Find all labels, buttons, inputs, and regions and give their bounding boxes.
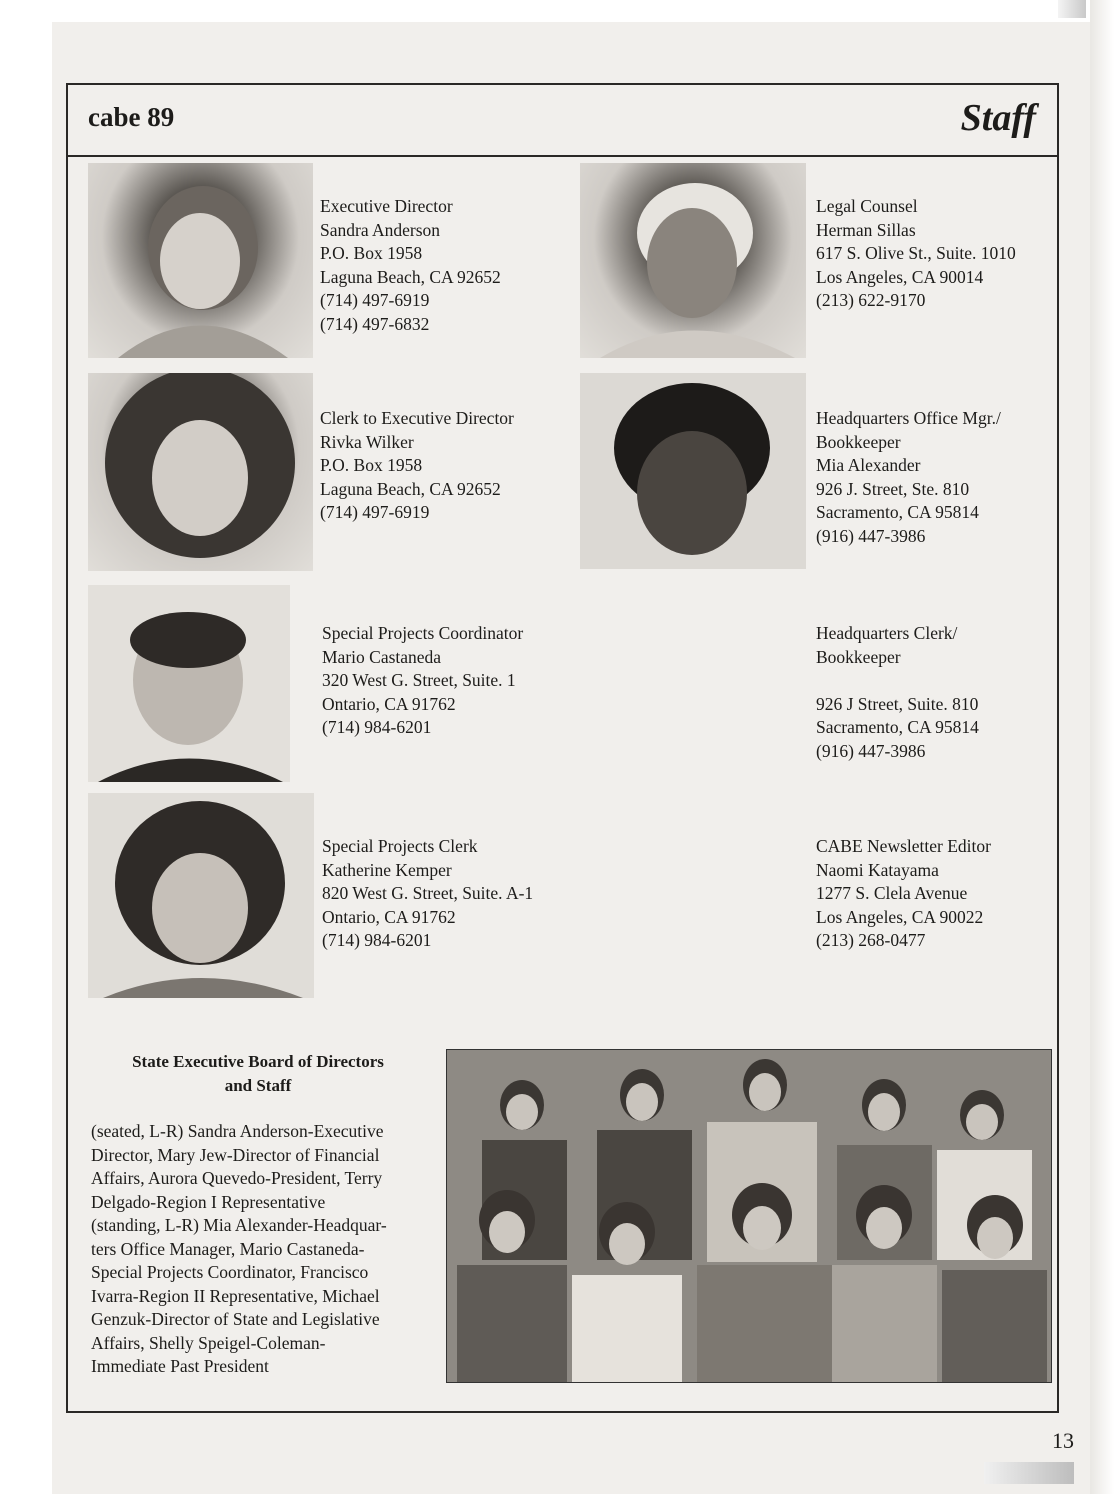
- scan-mark-top: [1058, 0, 1086, 18]
- board-title-line: and Staff: [224, 1076, 292, 1095]
- caption-line: (seated, L-R) Sandra Anderson-Executive: [91, 1121, 384, 1141]
- brand-title: cabe 89: [88, 102, 175, 132]
- staff-entry-headquarters-office-manager: [816, 407, 1001, 548]
- staff-title: Executive Director: [320, 196, 453, 216]
- staff-phone: (213) 622-9170: [816, 290, 926, 310]
- staff-address-line: P.O. Box 1958: [320, 455, 423, 475]
- staff-entry-special-projects-clerk: [322, 835, 533, 953]
- staff-address-line: 320 West G. Street, Suite. 1: [322, 670, 516, 690]
- page-binding-edge: [1090, 0, 1114, 1494]
- caption-line: Affairs, Shelly Speigel-Coleman-: [91, 1332, 326, 1353]
- staff-entry-newsletter-editor: [816, 835, 991, 953]
- board-title-line: State Executive Board of Directors: [132, 1052, 384, 1071]
- portrait-mia-alexander: [580, 373, 806, 569]
- caption-line: Affairs, Aurora Quevedo-President, Terry: [91, 1168, 383, 1188]
- staff-phone: (714) 984-6201: [322, 717, 432, 737]
- scan-mark-bottom: [984, 1462, 1074, 1484]
- portrait-mario-castaneda: [88, 585, 290, 782]
- staff-name: Sandra Anderson: [320, 219, 441, 240]
- page-number: 13: [1052, 1428, 1074, 1453]
- page-left-margin: [0, 0, 52, 1494]
- staff-entry-special-projects-coordinator: [322, 622, 523, 740]
- portrait-herman-sillas: [580, 163, 806, 358]
- staff-address-line: Sacramento, CA 95814: [816, 717, 979, 737]
- board-caption-title: [93, 1050, 423, 1098]
- header-rule: [66, 155, 1059, 157]
- staff-title: Legal Counsel: [816, 196, 918, 216]
- board-group-photo: [446, 1049, 1052, 1383]
- staff-title: Headquarters Clerk/: [816, 623, 958, 643]
- page-top-margin: [0, 0, 1114, 22]
- staff-address-line: 820 West G. Street, Suite. A-1: [322, 883, 534, 903]
- staff-name: Katherine Kemper: [322, 859, 452, 880]
- staff-address-line: Ontario, CA 91762: [322, 906, 456, 927]
- staff-address-line: Los Angeles, CA 90022: [816, 906, 984, 927]
- caption-line: Delgado-Region I Representative: [91, 1191, 326, 1212]
- staff-address-line: P.O. Box 1958: [320, 243, 423, 263]
- portrait-katherine-kemper: [88, 793, 314, 998]
- caption-line: Special Projects Coordinator, Francisco: [91, 1262, 369, 1282]
- staff-entry-legal-counsel: [816, 195, 1016, 313]
- staff-title: Headquarters Office Mgr./: [816, 408, 1001, 428]
- staff-title: Special Projects Clerk: [322, 836, 478, 856]
- staff-title: CABE Newsletter Editor: [816, 836, 991, 856]
- staff-address-line: 926 J Street, Suite. 810: [816, 693, 979, 714]
- caption-line: Genzuk-Director of State and Legislative: [91, 1309, 380, 1329]
- section-title: Staff: [960, 97, 1036, 139]
- caption-line: (standing, L-R) Mia Alexander-Headquar-: [91, 1215, 387, 1235]
- staff-title: Clerk to Executive Director: [320, 408, 514, 428]
- portrait-sandra-anderson: [88, 163, 313, 358]
- staff-phone: (213) 268-0477: [816, 930, 926, 950]
- staff-phone: (714) 497-6919: [320, 502, 430, 522]
- staff-address-line: 1277 S. Clela Avenue: [816, 883, 968, 903]
- staff-entry-clerk-to-executive-director: [320, 407, 514, 525]
- portrait-rivka-wilker: [88, 373, 313, 571]
- staff-entry-executive-director: [320, 195, 501, 336]
- caption-line: Director, Mary Jew-Director of Financial: [91, 1144, 380, 1165]
- staff-name: Herman Sillas: [816, 219, 916, 240]
- staff-name: Mario Castaneda: [322, 646, 442, 667]
- caption-line: ters Office Manager, Mario Castaneda-: [91, 1238, 365, 1259]
- staff-name: Naomi Katayama: [816, 859, 939, 880]
- caption-line: Ivarra-Region II Representative, Michael: [91, 1285, 380, 1306]
- staff-address-line: Sacramento, CA 95814: [816, 502, 979, 522]
- staff-address-line: Laguna Beach, CA 92652: [320, 478, 501, 499]
- staff-entry-headquarters-clerk: [816, 622, 979, 763]
- staff-address-line: Los Angeles, CA 90014: [816, 266, 984, 287]
- staff-address-line: 617 S. Olive St., Suite. 1010: [816, 243, 1016, 263]
- staff-name: Rivka Wilker: [320, 431, 414, 452]
- staff-address-line: Laguna Beach, CA 92652: [320, 266, 501, 287]
- staff-title-cont: Bookkeeper: [816, 431, 901, 452]
- staff-title-cont: Bookkeeper: [816, 646, 901, 667]
- staff-name: Mia Alexander: [816, 455, 921, 475]
- staff-phone: (714) 497-6919: [320, 290, 430, 310]
- staff-phone: (714) 984-6201: [322, 930, 432, 950]
- staff-title: Special Projects Coordinator: [322, 623, 524, 643]
- caption-line: Immediate Past President: [91, 1356, 269, 1376]
- staff-address-line: 926 J. Street, Ste. 810: [816, 478, 970, 499]
- board-caption-body: [91, 1120, 436, 1379]
- staff-phone: (916) 447-3986: [816, 740, 926, 761]
- staff-address-line: Ontario, CA 91762: [322, 693, 456, 714]
- staff-phone: (714) 497-6832: [320, 313, 430, 334]
- blank-line: [816, 669, 979, 693]
- staff-phone: (916) 447-3986: [816, 525, 926, 546]
